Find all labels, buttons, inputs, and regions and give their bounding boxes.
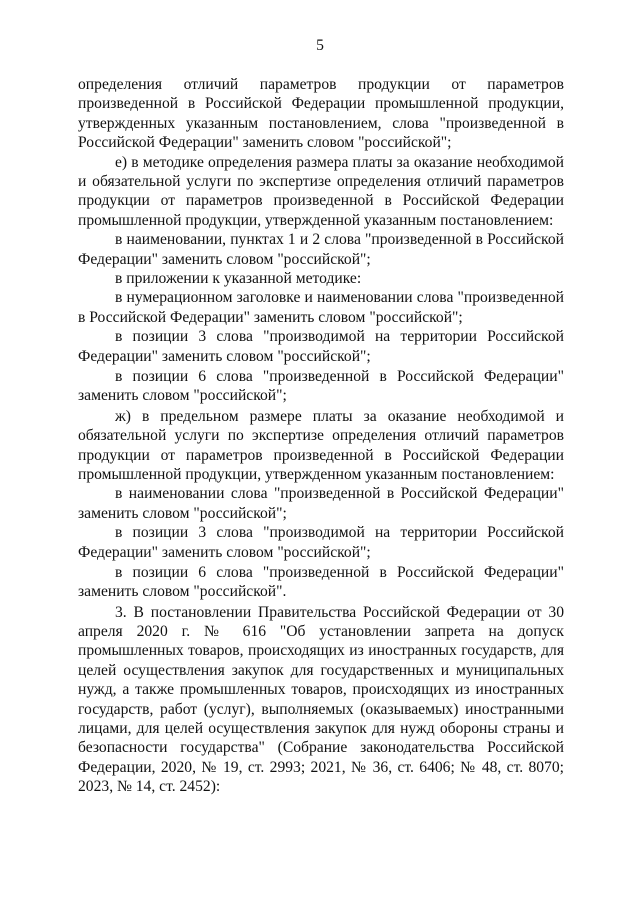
- paragraph: в позиции 3 слова "производимой на территории Российской Федерации" заменить словом "российской";: [78, 524, 564, 561]
- paragraph: в позиции 3 слова "производимой на территории Российской Федерации" заменить словом "российской";: [78, 328, 564, 365]
- paragraph: в позиции 6 слова "произведенной в Российской Федерации" заменить словом "российской";: [78, 367, 564, 405]
- paragraph-zh: ж) в предельном размере платы за оказание необходимой и обязательной услуги по экспертизе определения отличий параметров продукции от параметров произведенной в Российской Федерации промышленной продукции, утвержденном указанным постановлением:: [78, 407, 564, 483]
- paragraph: в наименовании слова "произведенной в Российской Федерации" заменить словом "российской";: [78, 485, 564, 522]
- paragraph-continuation: определения отличий параметров продукции от параметров произведенной в Российской Федерации промышленной продукции, утвержденных указанным постановлением, слова "произведенной в Российской Федерации" заменить словом "российской";: [78, 76, 564, 152]
- paragraph-e: е) в методике определения размера платы за оказание необходимой и обязательной услуги по экспертизе определения отличий параметров продукции от параметров произведенной в Российской Федерации промышленной продукции, утвержденной указанным постановлением:: [78, 153, 564, 229]
- document-body: [78, 75, 564, 797]
- paragraph: в нумерационном заголовке и наименовании слова "произведенной в Российской Федерации" заменить словом "российской";: [78, 289, 564, 326]
- paragraph: в позиции 6 слова "произведенной в Российской Федерации" заменить словом "российской".: [78, 563, 564, 601]
- paragraph: в наименовании, пунктах 1 и 2 слова "произведенной в Российской Федерации" заменить словом "российской";: [78, 231, 564, 268]
- page-number: 5: [316, 37, 324, 54]
- paragraph-3: 3. В постановлении Правительства Российской Федерации от 30 апреля 2020 г. № 616 "Об установлении запрета на допуск промышленных товаров, происходящих из иностранных государств, для целей осуществления закупок для государственных и муниципальных нужд, а также промышленных товаров, происходящих из иностранных государств, работ (услуг), выполняемых (оказываемых) иностранными лицами, для целей осуществления закупок для нужд обороны страны и безопасности государства" (Собрание законодательства Российской Федерации, 2020, № 19, ст. 2993; 2021, № 36, ст. 6406; № 48, ст. 8070; 2023, № 14, ст. 2452):: [78, 603, 564, 796]
- paragraph: в приложении к указанной методике:: [115, 270, 362, 288]
